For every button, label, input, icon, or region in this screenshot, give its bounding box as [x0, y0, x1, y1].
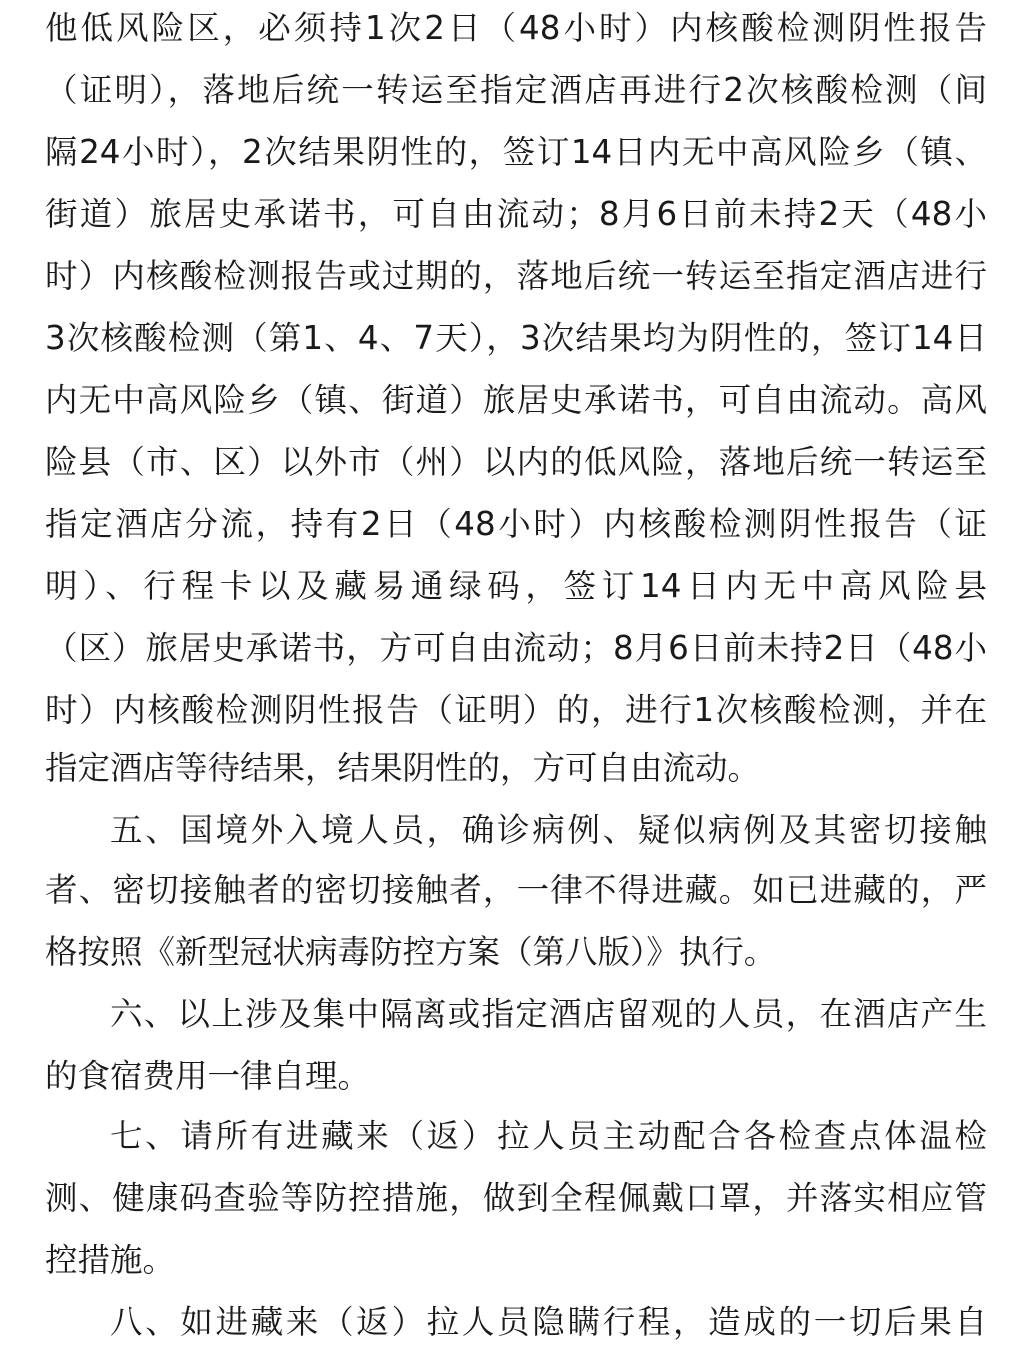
text-line: 测、健康码查验等防控措施，做到全程佩戴口罩，并落实相应管 [45, 1179, 987, 1217]
text-line: 险县（市、区）以外市（州）以内的低风险，落地后统一转运至 [45, 443, 987, 481]
paragraph-8-start: 八、如进藏来（返）拉人员隐瞒行程，造成的一切后果自 [110, 1303, 987, 1341]
text-line: 他低风险区，必须持1次2日（48小时）内核酸检测阴性报告 [45, 9, 987, 47]
text-line: 时）内核酸检测阴性报告（证明）的，进行1次核酸检测，并在 [45, 691, 987, 729]
text-line: 明）、行程卡以及藏易通绿码，签订14日内无中高风险县 [45, 567, 987, 605]
text-line: 指定酒店等待结果，结果阴性的，方可自由流动。 [45, 749, 761, 787]
paragraph-6-start: 六、以上涉及集中隔离或指定酒店留观的人员，在酒店产生 [110, 995, 987, 1033]
text-line: 指定酒店分流，持有2日（48小时）内核酸检测阴性报告（证 [45, 505, 987, 543]
text-line: 者、密切接触者的密切接触者，一律不得进藏。如已进藏的，严 [45, 871, 987, 909]
text-line: 控措施。 [45, 1241, 176, 1279]
text-line: （区）旅居史承诺书，方可自由流动；8月6日前未持2日（48小 [45, 629, 987, 667]
paragraph-5-start: 五、国境外入境人员，确诊病例、疑似病例及其密切接触 [110, 811, 987, 849]
text-line: 格按照《新型冠状病毒防控方案（第八版）》执行。 [45, 933, 777, 971]
text-line: 3次核酸检测（第1、4、7天），3次结果均为阴性的，签订14日 [45, 319, 987, 357]
text-line: 内无中高风险乡（镇、街道）旅居史承诺书，可自由流动。高风 [45, 381, 987, 419]
text-line: 的食宿费用一律自理。 [45, 1057, 371, 1095]
text-line: 时）内核酸检测报告或过期的，落地后统一转运至指定酒店进行 [45, 257, 987, 295]
text-line: 隔24小时），2次结果阴性的，签订14日内无中高风险乡（镇、 [45, 133, 987, 171]
text-line: （证明），落地后统一转运至指定酒店再进行2次核酸检测（间 [45, 71, 987, 109]
paragraph-7-start: 七、请所有进藏来（返）拉人员主动配合各检查点体温检 [110, 1117, 987, 1155]
text-line: 街道）旅居史承诺书，可自由流动；8月6日前未持2天（48小 [45, 195, 987, 233]
